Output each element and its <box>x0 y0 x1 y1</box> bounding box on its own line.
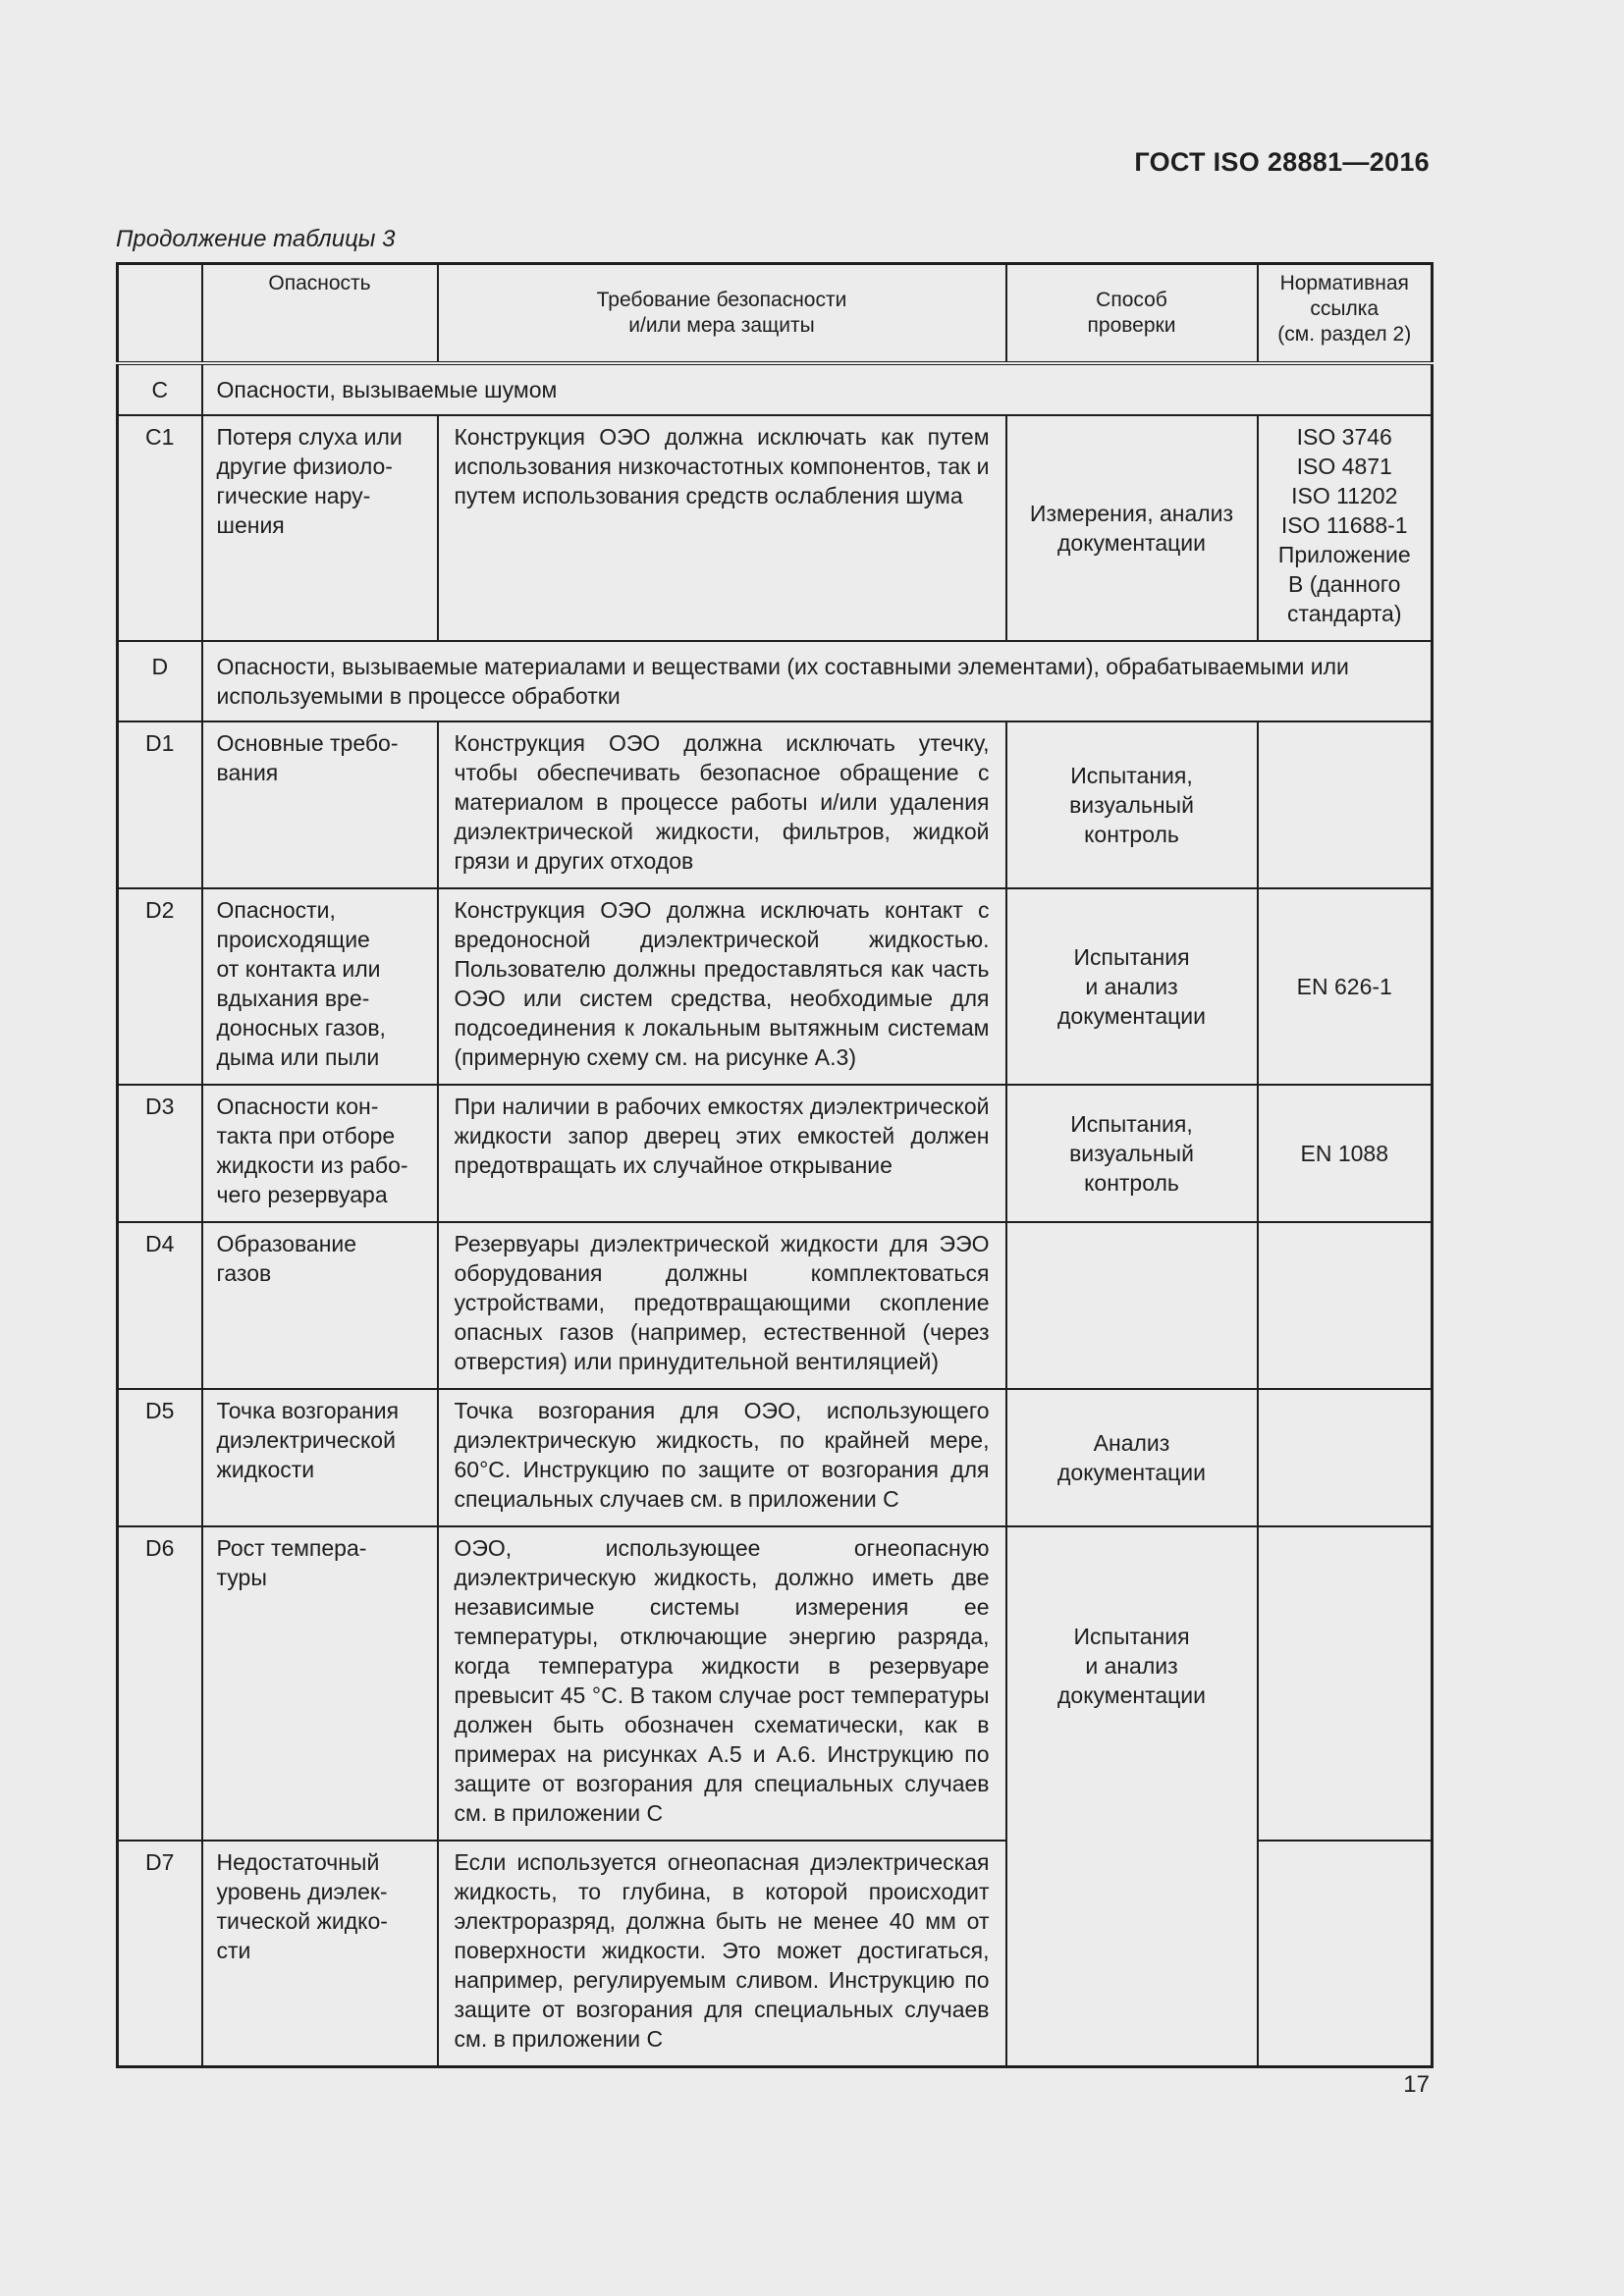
row-code: D3 <box>118 1085 202 1222</box>
row-code: D6 <box>118 1526 202 1841</box>
reference-cell: EN 1088 <box>1258 1085 1433 1222</box>
header-reference: Нормативная ссылка (см. раздел 2) <box>1258 264 1433 364</box>
row-code: C1 <box>118 415 202 641</box>
reference-cell: ISO 3746 ISO 4871 ISO 11202 ISO 11688-1 Приложение B (данного стандарта) <box>1258 415 1433 641</box>
table-header-row <box>118 264 1433 364</box>
table-row-c1 <box>118 415 1433 641</box>
method-cell: Испытания, визуальный контроль <box>1006 721 1258 888</box>
hazard-cell: Недостаточный уровень диэлек- тической жидко- сти <box>202 1841 438 2066</box>
header-hazard: Опасность <box>202 264 438 364</box>
row-code: D4 <box>118 1222 202 1389</box>
hazard-cell: Точка возгорания диэлектрической жидкости <box>202 1389 438 1526</box>
section-title: Опасности, вызываемые материалами и веществами (их составными элементами), обрабатываемыми или используемыми в процессе обработки <box>202 641 1433 721</box>
requirement-cell: При наличии в рабочих емкостях диэлектрической жидкости запор дверец этих емкостей должен предотвращать их случайное открывание <box>438 1085 1006 1222</box>
reference-cell <box>1258 721 1433 888</box>
row-code: D <box>118 641 202 721</box>
section-row-c <box>118 363 1433 415</box>
method-cell: Измерения, анализ документации <box>1006 415 1258 641</box>
row-code: C <box>118 363 202 415</box>
method-cell: Испытания, визуальный контроль <box>1006 1085 1258 1222</box>
row-code: D5 <box>118 1389 202 1526</box>
hazard-cell: Образование газов <box>202 1222 438 1389</box>
hazard-cell: Основные требо- вания <box>202 721 438 888</box>
reference-cell <box>1258 1526 1433 1841</box>
header-code-cell <box>118 264 202 364</box>
table-row-d4 <box>118 1222 1433 1389</box>
requirement-cell: Если используется огнеопасная диэлектрическая жидкость, то глубина, в которой происходит электроразряд, должна быть не менее 40 мм от поверхности жидкости. Это может достигаться, например, регулируемым сливом. Инструкцию по защите от возгорания для специальных случаев см. в приложении С <box>438 1841 1006 2066</box>
requirement-cell: Конструкция ОЭО должна исключать утечку, чтобы обеспечивать безопасное обращение с материалом в процессе работы и/или удаления диэлектрической жидкости, фильтров, жидкой грязи и других отходов <box>438 721 1006 888</box>
document-title: ГОСТ ISO 28881—2016 <box>1134 147 1430 177</box>
requirement-cell: ОЭО, использующее огнеопасную диэлектрическую жидкость, должно иметь две независимые системы измерения ее температуры, отключающие энергию разряда, когда температура жидкости в резервуаре превысит 45 °С. В таком случае рост температуры должен быть обозначен схематически, как в примерах на рисунках А.5 и А.6. Инструкцию по защите от возгорания для специальных случаев см. в приложении С <box>438 1526 1006 1841</box>
hazards-table <box>116 262 1434 2068</box>
reference-cell <box>1258 1841 1433 2066</box>
reference-cell <box>1258 1222 1433 1389</box>
section-row-d <box>118 641 1433 721</box>
header-method: Способ проверки <box>1006 264 1258 364</box>
hazard-cell: Рост темпера- туры <box>202 1526 438 1841</box>
method-cell <box>1006 1222 1258 1389</box>
method-cell: Испытания и анализ документации <box>1006 1526 1258 2066</box>
requirement-cell: Резервуары диэлектрической жидкости для ЭЭО оборудования должны комплектоваться устройствами, предотвращающими скопление опасных газов (например, естественной (через отверстия) или принудительной вентиляцией) <box>438 1222 1006 1389</box>
page-number: 17 <box>1403 2071 1430 2098</box>
hazard-cell: Потеря слуха или другие физиоло- гические нару- шения <box>202 415 438 641</box>
reference-cell <box>1258 1389 1433 1526</box>
method-cell: Анализ документации <box>1006 1389 1258 1526</box>
row-code: D2 <box>118 888 202 1085</box>
hazard-cell: Опасности кон- такта при отборе жидкости из рабо- чего резервуара <box>202 1085 438 1222</box>
table-row-d2 <box>118 888 1433 1085</box>
section-title: Опасности, вызываемые шумом <box>202 363 1433 415</box>
requirement-cell: Конструкция ОЭО должна исключать как путем использования низкочастотных компонентов, так и путем использования средств ослабления шума <box>438 415 1006 641</box>
table-row-d5 <box>118 1389 1433 1526</box>
header-requirement: Требование безопасности и/или мера защиты <box>438 264 1006 364</box>
table-row-d1 <box>118 721 1433 888</box>
hazard-cell: Опасности, происходящие от контакта или вдыхания вре- доносных газов, дыма или пыли <box>202 888 438 1085</box>
requirement-cell: Точка возгорания для ОЭО, использующего диэлектрическую жидкость, по крайней мере, 60°С. Инструкцию по защите от возгорания для специальных случаев см. в приложении С <box>438 1389 1006 1526</box>
method-cell: Испытания и анализ документации <box>1006 888 1258 1085</box>
requirement-cell: Конструкция ОЭО должна исключать контакт с вредоносной диэлектрической жидкостью. Пользователю должны предоставляться как часть ОЭО или систем средства, необходимые для подсоединения к локальным вытяжным системам (примерную схему см. на рисунке А.3) <box>438 888 1006 1085</box>
row-code: D1 <box>118 721 202 888</box>
table-row-d6 <box>118 1526 1433 1841</box>
table-caption: Продолжение таблицы 3 <box>116 226 396 252</box>
table-row-d3 <box>118 1085 1433 1222</box>
row-code: D7 <box>118 1841 202 2066</box>
reference-cell: EN 626-1 <box>1258 888 1433 1085</box>
